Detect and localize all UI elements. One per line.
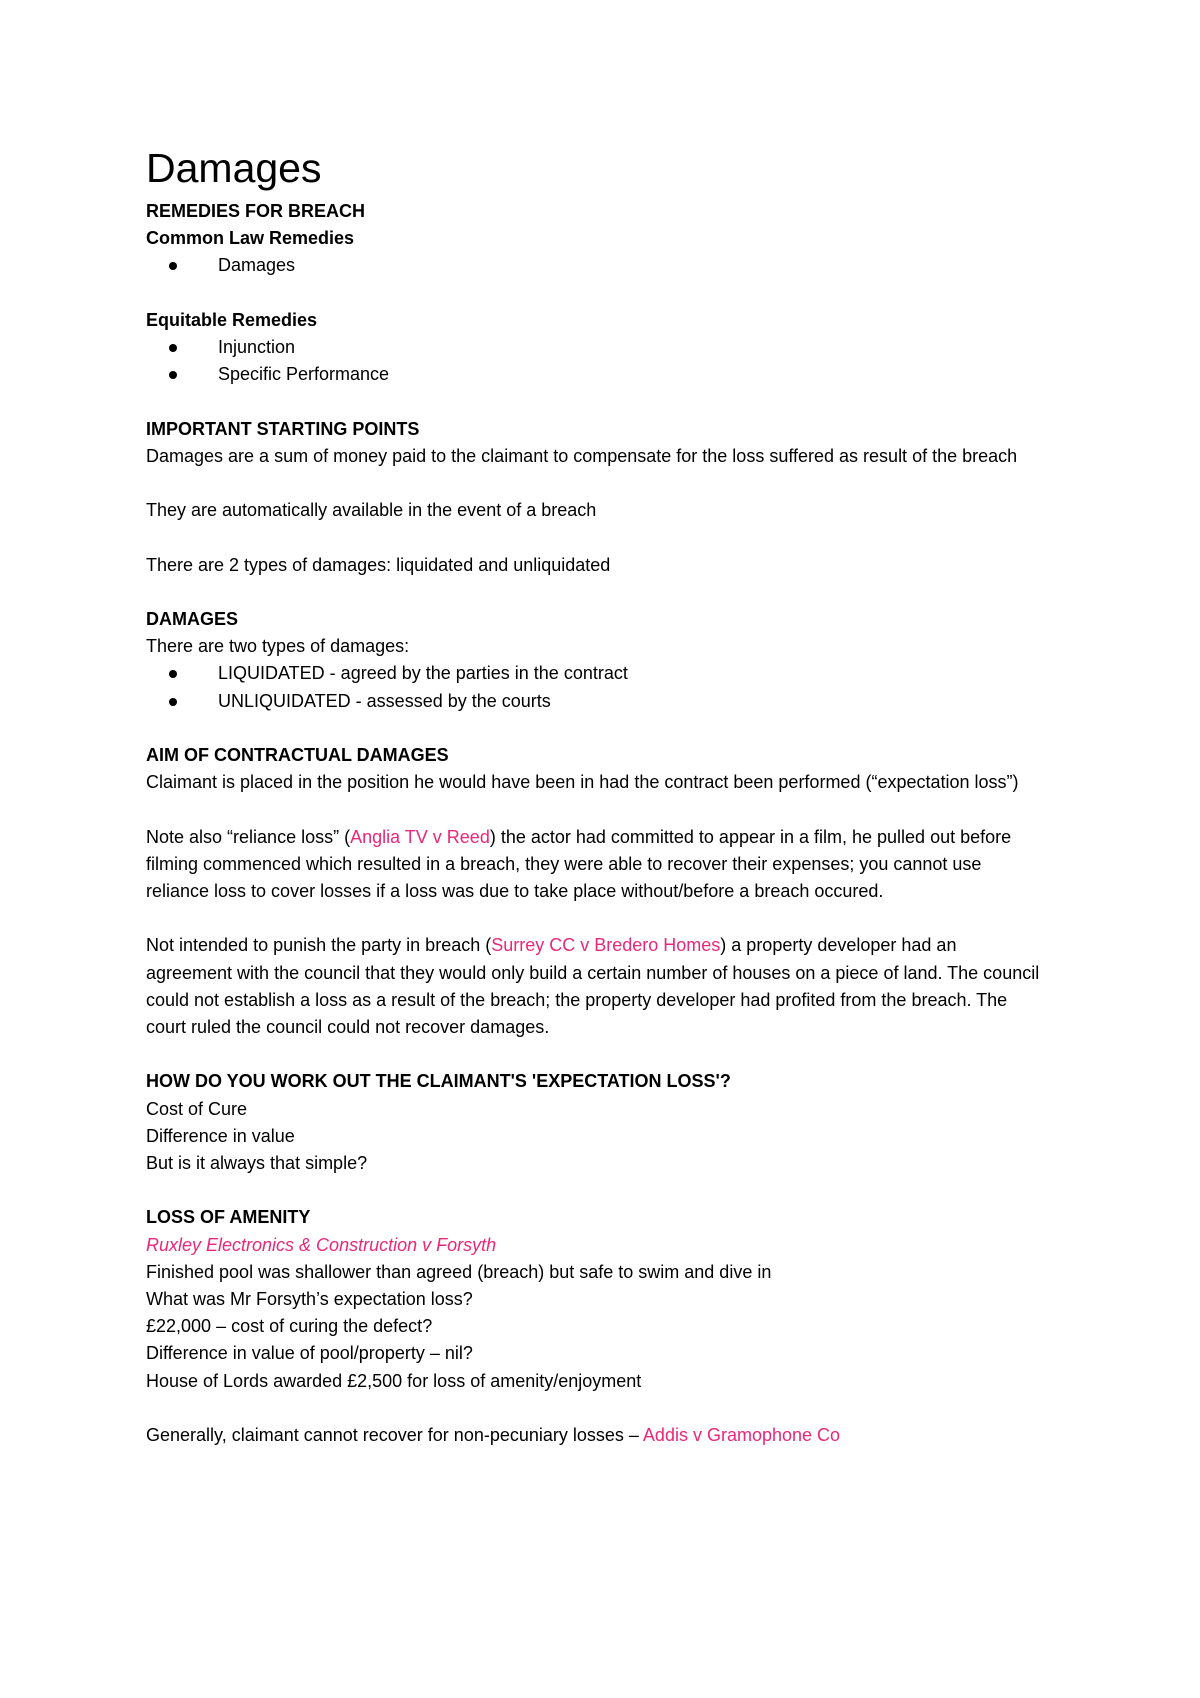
paragraph: Difference in value of pool/property – nil? <box>146 1343 473 1364</box>
paragraph: Difference in value <box>146 1125 295 1146</box>
bullet-icon <box>169 262 177 270</box>
paragraph: What was Mr Forsyth’s expectation loss? <box>146 1288 473 1309</box>
damages-types-list <box>146 660 1046 714</box>
paragraph: There are 2 types of damages: liquidated and unliquidated <box>146 554 611 575</box>
amenity-heading: LOSS OF AMENITY <box>146 1207 311 1228</box>
case-reference: Surrey CC v Bredero Homes <box>491 935 721 956</box>
bullet-icon <box>169 371 177 379</box>
case-reference: Addis v Gramophone Co <box>642 1424 841 1445</box>
list-item-text: UNLIQUIDATED - assessed by the courts <box>218 690 551 711</box>
list-item-text: Damages <box>218 255 296 276</box>
general-paragraph <box>146 1422 1046 1449</box>
paragraph: £22,000 – cost of curing the defect? <box>146 1316 433 1337</box>
paragraph: Cost of Cure <box>146 1098 248 1119</box>
list-item <box>146 334 1046 361</box>
page-title: Damages <box>146 145 322 191</box>
punish-paragraph <box>146 932 1046 1041</box>
list-item-text: LIQUIDATED - agreed by the parties in the contract <box>218 663 628 684</box>
list-item <box>146 252 1046 279</box>
paragraph: Claimant is placed in the position he would have been in had the contract been performed (“expectation loss”) <box>146 772 1019 793</box>
paragraph: But is it always that simple? <box>146 1152 368 1173</box>
paragraph: Finished pool was shallower than agreed (breach) but safe to swim and dive in <box>146 1261 772 1282</box>
text-run: ) the actor had committed to appear in a film, he pulled out before filming commenced which resulted in a breach, they were able to recover their expenses; you cannot use reliance loss to cover losses if a loss was due to take place without/before a breach occured. <box>146 826 1012 901</box>
bullet-icon <box>169 344 177 352</box>
list-item <box>146 688 1046 715</box>
list-item <box>146 660 1046 687</box>
text-run: Note also “reliance loss” ( <box>146 826 351 847</box>
paragraph: They are automatically available in the event of a breach <box>146 500 597 521</box>
common-law-list <box>146 252 1046 279</box>
equitable-list <box>146 334 1046 388</box>
paragraph: Damages are a sum of money paid to the claimant to compensate for the loss suffered as result of the breach <box>146 445 1018 466</box>
remedies-heading: REMEDIES FOR BREACH <box>146 201 366 221</box>
text-run: Not intended to punish the party in breach ( <box>146 935 492 956</box>
case-reference: Anglia TV v Reed <box>350 826 490 847</box>
list-item-text: Specific Performance <box>218 364 390 385</box>
case-reference: Ruxley Electronics & Construction v Forsyth <box>146 1234 497 1255</box>
list-item <box>146 361 1046 388</box>
reliance-paragraph <box>146 824 1046 906</box>
text-run: ) a property developer had an agreement with the council that they would only build a certain number of houses on a piece of land. The council could not establish a loss as a result of the breach; the property developer had profited from the breach. The court ruled the council could not recover damages. <box>146 935 1040 1037</box>
starting-points-heading: IMPORTANT STARTING POINTS <box>146 418 420 439</box>
list-item-text: Injunction <box>218 337 296 357</box>
common-law-heading: Common Law Remedies <box>146 228 355 249</box>
damages-heading: DAMAGES <box>146 608 239 629</box>
paragraph: There are two types of damages: <box>146 636 410 657</box>
bullet-icon <box>169 698 177 706</box>
bullet-icon <box>169 670 177 678</box>
aim-heading: AIM OF CONTRACTUAL DAMAGES <box>146 744 449 765</box>
document-body <box>146 140 1046 1449</box>
paragraph: House of Lords awarded £2,500 for loss of amenity/enjoyment <box>146 1370 642 1391</box>
equitable-heading: Equitable Remedies <box>146 309 318 330</box>
expectation-heading: HOW DO YOU WORK OUT THE CLAIMANT'S 'EXPECTATION LOSS'? <box>146 1071 731 1092</box>
text-run: Generally, claimant cannot recover for non-pecuniary losses – <box>146 1424 643 1445</box>
